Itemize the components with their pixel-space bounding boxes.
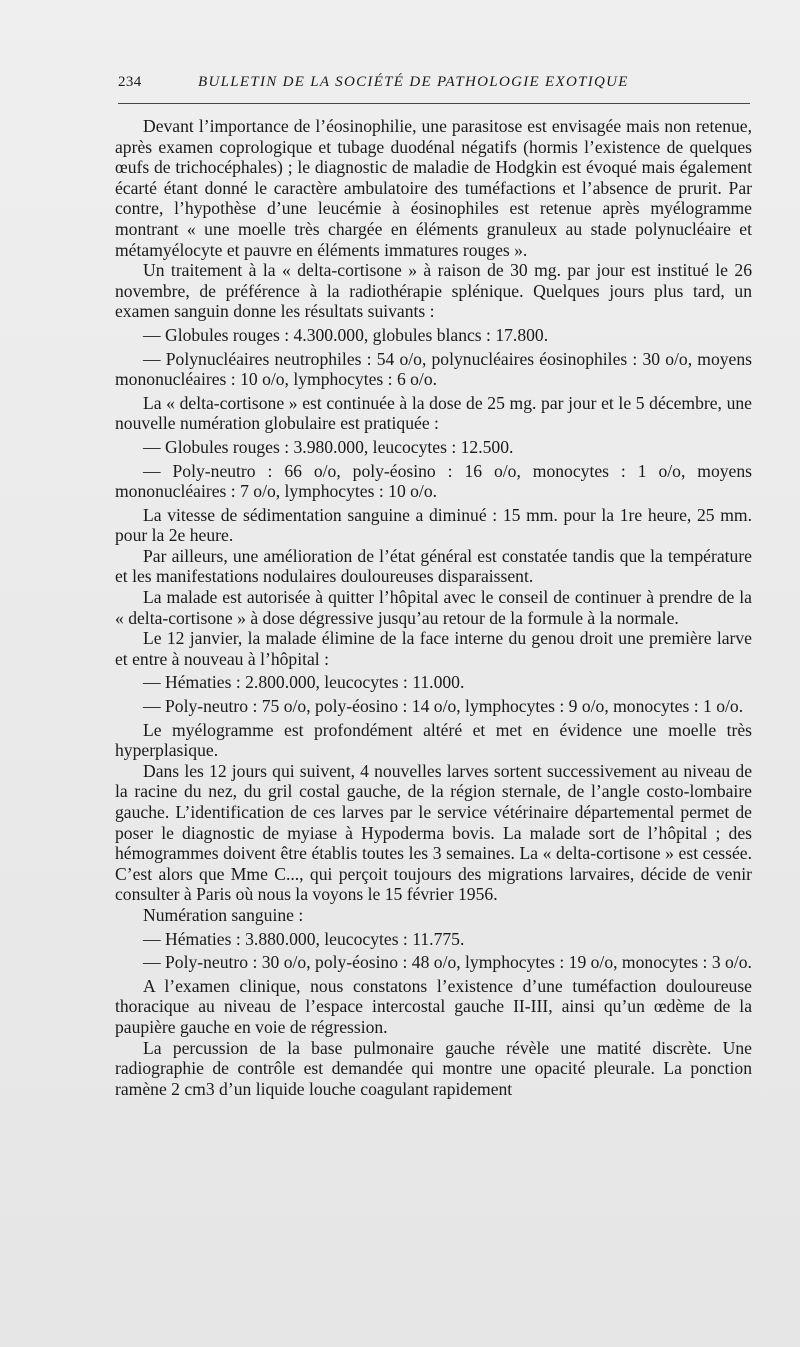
header-rule bbox=[118, 103, 750, 104]
result-line: — Poly-neutro : 66 o/o, poly-éosino : 16 o/o, monocytes : 1 o/o, moyens mononucléaires : 7 o/o, lymphocytes : 10 o/o. bbox=[115, 460, 752, 502]
paragraph: La malade est autorisée à quitter l’hôpital avec le conseil de continuer à prendre de la « delta-cortisone » à dose dégressive jusqu’au retour de la formule à la normale. bbox=[115, 587, 752, 628]
paragraph: Devant l’importance de l’éosinophilie, une parasitose est envisagée mais non retenue, après examen coprologique et tubage duodénal négatifs (hormis l’existence de quelques œufs de trichocéphales) ; le diagnostic de maladie de Hodgkin est évoqué mais également écarté étant donné le caractère ambulatoire des tuméfactions et l’absence de prurit. Par contre, l’hypothèse d’une leucémie à éosinophiles est retenue après myélogramme montrant « une moelle très chargée en éléments granuleux au stade polynucléaire et métamyélocyte et pauvre en éléments immatures rouges ». bbox=[115, 116, 752, 260]
result-line: — Hématies : 2.800.000, leucocytes : 11.000. bbox=[143, 672, 465, 693]
page-number: 234 bbox=[118, 74, 142, 90]
paragraph: La vitesse de sédimentation sanguine a diminué : 15 mm. pour la 1re heure, 25 mm. pour la 2e heure. bbox=[115, 504, 752, 546]
result-line: — Poly-neutro : 30 o/o, poly-éosino : 48 o/o, lymphocytes : 19 o/o, monocytes : 3 o/o. bbox=[143, 952, 752, 973]
result-line: — Polynucléaires neutrophiles : 54 o/o, polynucléaires éosinophiles : 30 o/o, moyens mononucléaires : 10 o/o, lymphocytes : 6 o/o. bbox=[115, 348, 752, 390]
paragraph: La « delta-cortisone » est continuée à la dose de 25 mg. par jour et le 5 décembre, une nouvelle numération globulaire est pratiquée : bbox=[115, 392, 752, 434]
paragraph: La percussion de la base pulmonaire gauche révèle une matité discrète. Une radiographie de contrôle est demandée qui montre une opacité pleurale. La ponction ramène 2 cm3 d’un liquide louche coagulant rapidement bbox=[115, 1037, 752, 1099]
result-line: — Globules rouges : 3.980.000, leucocytes : 12.500. bbox=[143, 436, 514, 457]
paragraph: Un traitement à la « delta-cortisone » à raison de 30 mg. par jour est institué le 26 novembre, de préférence à la radiothérapie splénique. Quelques jours plus tard, un examen sanguin donne les résultats suivants : bbox=[115, 260, 752, 322]
paragraph: Le myélogramme est profondément altéré et met en évidence une moelle très hyperplasique. bbox=[115, 719, 752, 761]
paragraph: A l’examen clinique, nous constatons l’existence d’une tuméfaction douloureuse thoracique au niveau de l’espace intercostal gauche II-III, ainsi qu’un œdème de la paupière gauche en voie de régression. bbox=[115, 975, 752, 1037]
paragraph: Numération sanguine : bbox=[143, 904, 304, 925]
paragraph: Dans les 12 jours qui suivent, 4 nouvelles larves sortent successivement au niveau de la racine du nez, du gril costal gauche, de la région sternale, de l’angle costo-lombaire gauche. L’identification de ces larves par le service vétérinaire départemental permet de poser le diagnostic de myiase à Hypoderma bovis. La malade sort de l’hôpital ; des hémogrammes doivent être établis toutes les 3 semaines. La « delta-cortisone » est cessée. C’est alors que Mme C..., qui perçoit toujours des migrations larvaires, décide de venir consulter à Paris où nous la voyons le 15 février 1956. bbox=[115, 760, 752, 905]
result-line: — Globules rouges : 4.300.000, globules blancs : 17.800. bbox=[143, 324, 549, 345]
paragraph: Par ailleurs, une amélioration de l’état général est constatée tandis que la température et les manifestations nodulaires douloureuses disparaissent. bbox=[115, 545, 752, 587]
paragraph: Le 12 janvier, la malade élimine de la face interne du genou droit une première larve et entre à nouveau à l’hôpital : bbox=[115, 628, 752, 669]
running-header bbox=[118, 74, 750, 91]
journal-title: BULLETIN DE LA SOCIÉTÉ DE PATHOLOGIE EXOTIQUE bbox=[198, 74, 629, 90]
body-text bbox=[115, 116, 752, 1099]
result-line: — Poly-neutro : 75 o/o, poly-éosino : 14 o/o, lymphocytes : 9 o/o, monocytes : 1 o/o. bbox=[143, 696, 744, 717]
result-line: — Hématies : 3.880.000, leucocytes : 11.775. bbox=[143, 928, 465, 949]
